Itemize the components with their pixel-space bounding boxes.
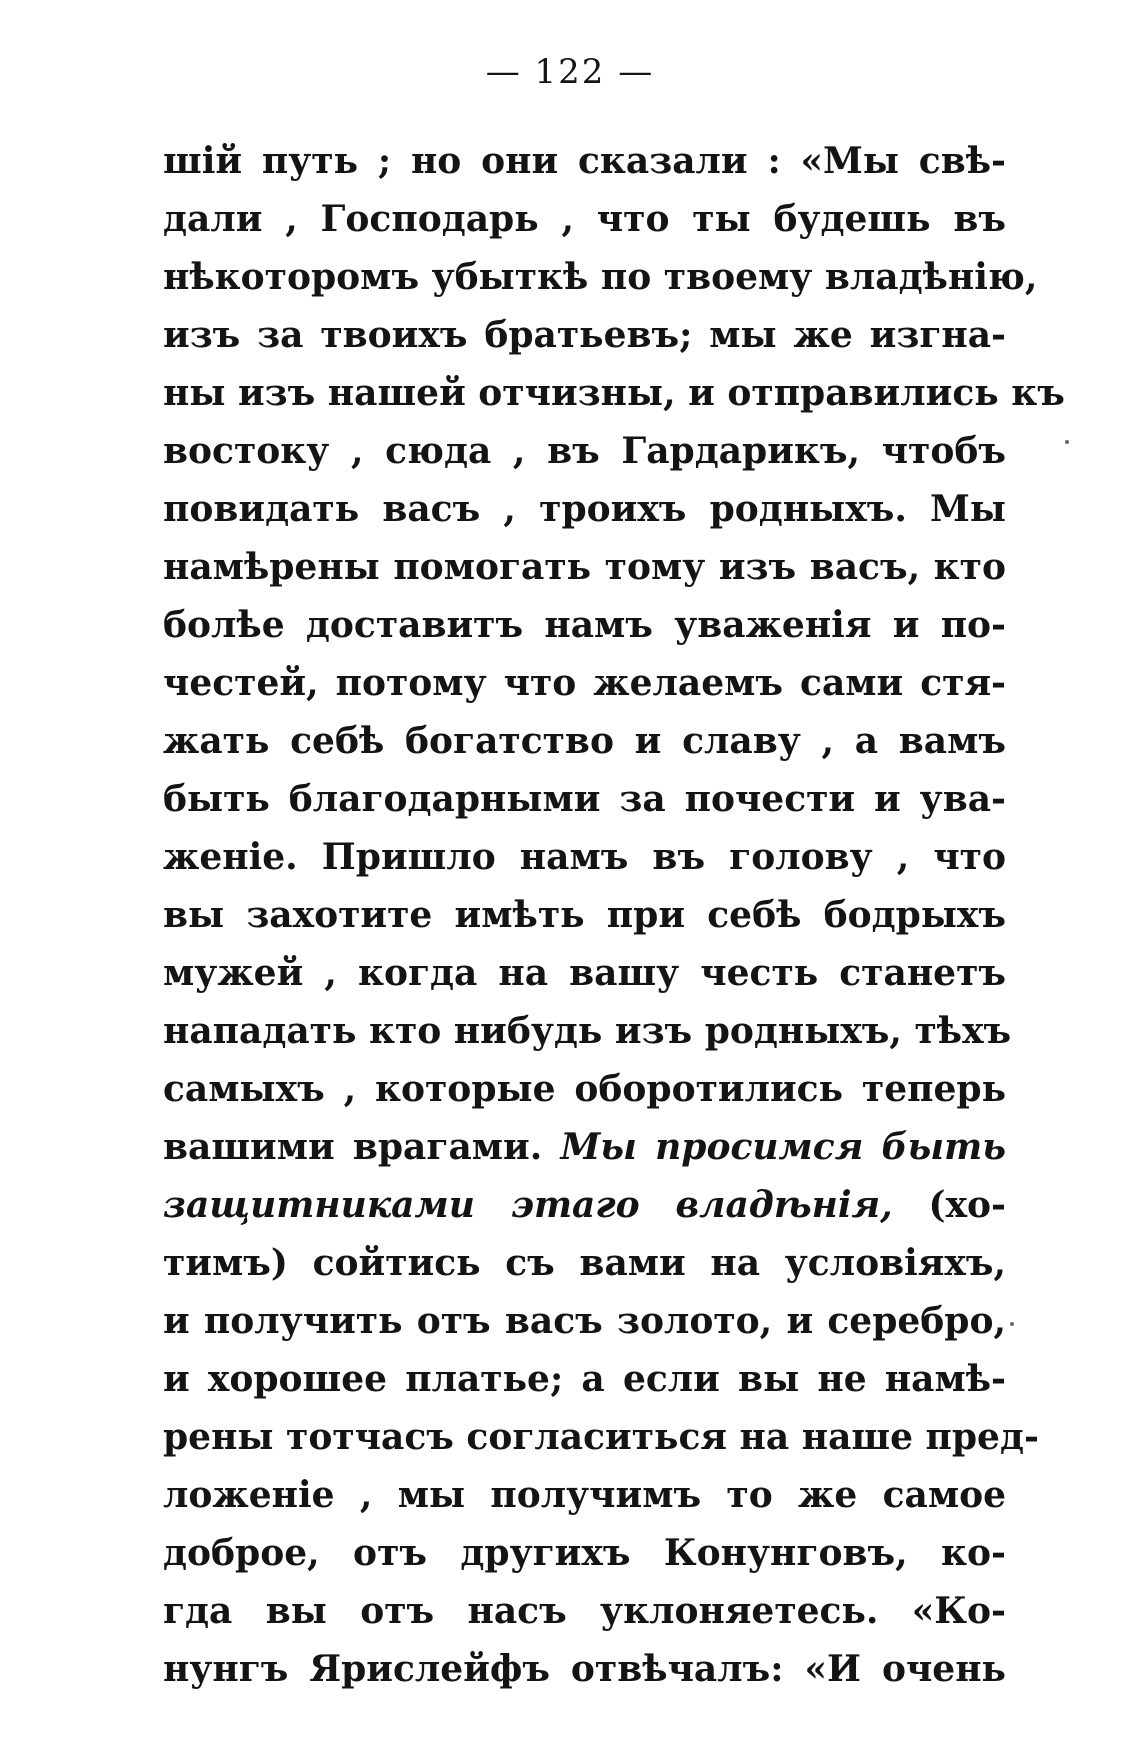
text-line: болѣе доставитъ намъ уваженія и по- [163,604,1006,646]
text-italic: защитниками этаго владѣнія, [163,1184,893,1226]
text-line: намѣрены помогать тому изъ васъ, кто [163,546,1006,588]
text-line: самыхъ , которые оборотились теперь [163,1068,1006,1110]
text-plain: вашими врагами. [163,1126,561,1168]
text-plain: (хо- [892,1184,1006,1226]
text-line: ны изъ нашей отчизны, и отправились къ [163,372,1065,414]
text-line: нѣкоторомъ убыткѣ по твоему владѣнію, [163,256,1038,298]
body-text [163,132,1065,1698]
text-line: женіе. Пришло намъ въ голову , что [163,836,1006,878]
text-line: быть благодарными за почести и ува- [163,778,1006,820]
text-line: дали , Господарь , что ты будешь въ [163,198,1006,240]
text-line: жать себѣ богатство и славу , а вамъ [163,720,1006,762]
text-line: гда вы отъ насъ уклоняетесь. «Ко- [163,1590,1006,1632]
text-line-mixed [163,1118,1006,1176]
text-line: изъ за твоихъ братьевъ; мы же изгна- [163,314,1006,356]
text-line: рены тотчасъ согласиться на наше пред- [163,1416,1039,1458]
print-speck [1010,1322,1014,1326]
text-line: тимъ) сойтись съ вами на условіяхъ, [163,1242,1006,1284]
text-line: нунгъ Ярислейфъ отвѣчалъ: «И очень [163,1648,1006,1690]
text-line: повидать васъ , троихъ родныхъ. Мы [163,488,1006,530]
text-line: и хорошее платье; а если вы не намѣ- [163,1358,1006,1400]
page-number: — 122 — [485,52,655,92]
text-line: и получить отъ васъ золото, и серебро, [163,1300,1006,1342]
text-italic: Мы просимся быть [560,1126,1006,1168]
text-line: вы захотите имѣть при себѣ бодрыхъ [163,894,1006,936]
text-line: доброе, отъ другихъ Конунговъ, ко- [163,1532,1006,1574]
text-line: ложеніе , мы получимъ то же самое [163,1474,1006,1516]
text-line: шій путь ; но они сказали : «Мы свѣ- [163,140,1006,182]
text-line: востоку , сюда , въ Гардарикъ, чтобъ [163,430,1006,472]
print-speck [1065,440,1069,444]
text-line: честей, потому что желаемъ сами стя- [163,662,1006,704]
text-line: нападать кто нибудь изъ родныхъ, тѣхъ [163,1010,1012,1052]
text-line-mixed [163,1176,1006,1234]
text-line: мужей , когда на вашу честь станетъ [163,952,1006,994]
